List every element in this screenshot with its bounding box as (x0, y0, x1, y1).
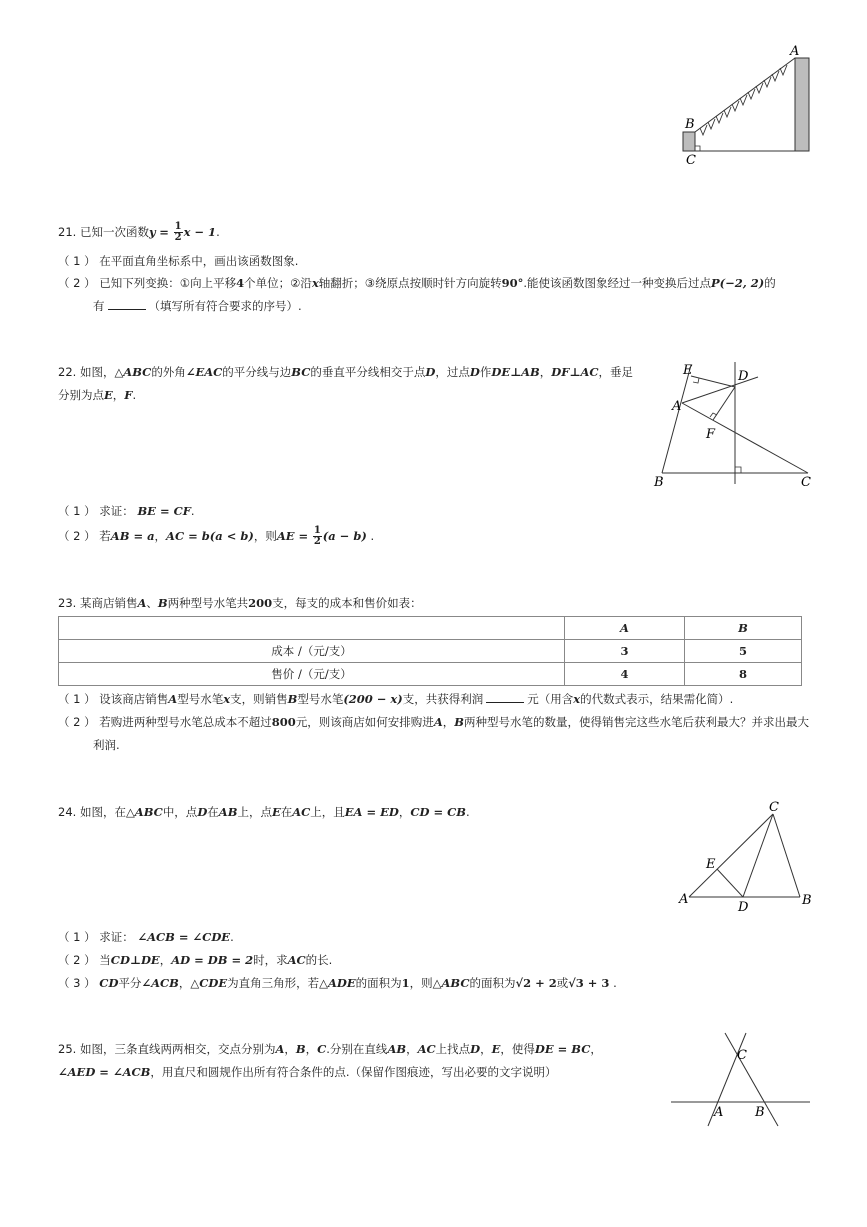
q21-fn-y: y (148, 225, 156, 239)
q23-part1-b: 型号水笔 (177, 692, 224, 706)
q24-line-cb (773, 814, 800, 897)
q22-part2-a: 若 (99, 529, 111, 543)
q24-part3-g: . (613, 976, 617, 990)
q23-part2-c: ， (442, 715, 455, 729)
q23-stem (58, 594, 422, 612)
q23-part1-x2: x (573, 692, 581, 706)
q23-text-c: 两种型号水笔共 (167, 596, 249, 610)
q22-part1-a: 求证： (99, 504, 134, 518)
q21-answer-blank[interactable] (108, 298, 146, 310)
q25-d: D (470, 1042, 481, 1056)
q25-a: A (275, 1042, 285, 1056)
table-row (59, 640, 802, 663)
q21-stem (58, 222, 220, 243)
label-c: C (686, 153, 696, 168)
q21-frac-num: 1 (174, 221, 182, 232)
table-cell: 4 (565, 663, 685, 686)
q23-part2-A: A (433, 715, 443, 729)
q22-df: DF⊥AC (551, 365, 599, 379)
q23-part2-a: 若购进两种型号水笔总成本不超过 (99, 715, 272, 729)
q23-part1-f: 元（用含 (527, 692, 574, 706)
q22-label-b: B (654, 475, 664, 490)
q22-label-e: E (683, 363, 693, 378)
label-a: A (790, 44, 800, 59)
q25-text-g: ， (480, 1042, 492, 1056)
q22-text-d: 的垂直平分线相交于点 (310, 365, 426, 379)
q24-part3-ans1: √2 + 2 (515, 976, 557, 990)
q24-text-e: 在 (280, 805, 293, 819)
q25-text-i: ， (590, 1042, 602, 1056)
q22-part2-ab: AB = a (110, 529, 155, 543)
q22-part2-ac: AC = b(a < b) (166, 529, 254, 543)
q22-label-d: D (738, 369, 749, 384)
q24-part1 (58, 928, 234, 946)
q21-stem-text: 已知一次函数 (79, 225, 149, 239)
q24-part3-ans2: √3 + 3 (568, 976, 610, 990)
q22-stem-line2 (58, 386, 136, 404)
q22-text-a: 如图， (79, 365, 115, 379)
q22-text-f: 作 (479, 365, 492, 379)
q24-figure (675, 797, 815, 917)
q23-part1-B: B (287, 692, 298, 706)
q22-right-angle-e (693, 378, 699, 383)
q23-part1-A: A (168, 692, 178, 706)
q23-part1-g: 的代数式表示，结果需化简）. (580, 692, 734, 706)
q25-text-c: ， (305, 1042, 318, 1056)
q22-figure (650, 360, 815, 490)
table-cell: 5 (685, 640, 802, 663)
q22-frac-den: 2 (313, 536, 321, 547)
q24-part3-tag: （ 3 ） (58, 976, 96, 990)
q22-number: 22. (58, 365, 77, 379)
q22-part2-c: ，则 (253, 529, 277, 543)
q24-part3-cd: CD (99, 976, 119, 990)
q21-part1 (58, 252, 298, 270)
q24-part2-a: 当 (99, 953, 111, 967)
q25-text-e: ， (406, 1042, 418, 1056)
q22-f: F (124, 388, 133, 402)
q24-part1-eq: ∠ACB = ∠CDE (137, 930, 231, 944)
q23-200: 200 (248, 596, 273, 610)
q22-part2-ae: AE = (276, 529, 309, 543)
q24-eq1: EA = ED (344, 805, 399, 819)
q21-part2-line2-b: （填写所有符合要求的序号）. (148, 299, 302, 313)
q22-text-b: 的外角 (151, 365, 186, 379)
label-b: B (685, 117, 695, 132)
q23-part2-tag: （ 2 ） (58, 715, 96, 729)
q22-text-h: ，垂足 (598, 365, 634, 379)
q21-part2 (58, 274, 776, 292)
q21-part2-text-a: 已知下列变换：①向上平移 (99, 276, 237, 290)
q25-eq1: DE = BC (534, 1042, 591, 1056)
flag-triangles (700, 65, 787, 135)
q23-part2 (58, 713, 809, 731)
q23-part1 (58, 690, 733, 708)
q22-label-c: C (801, 475, 811, 490)
q22-part2-tag: （ 2 ） (58, 529, 96, 543)
q24-label-d: D (738, 900, 749, 915)
q24-part3-angle: ∠ACB (141, 976, 179, 990)
q22-line-ba-extended (662, 365, 691, 473)
q22-part2-rest: (a − b) (322, 529, 367, 543)
q24-part2-c: 时，求 (253, 953, 288, 967)
q23-text-b: 、 (146, 596, 158, 610)
q24-part3-one: 1 (401, 976, 410, 990)
table-header-row (59, 617, 802, 640)
q24-d: D (197, 805, 208, 819)
q21-part1-text: 在平面直角坐标系中，画出该函数图象. (99, 254, 299, 268)
q24-text-g: ， (398, 805, 411, 819)
q25-angle-eq: ∠AED = ∠ACB (58, 1065, 151, 1079)
q21-number: 21. (58, 225, 77, 239)
q24-eq2: CD = CB (410, 805, 467, 819)
q24-e: E (271, 805, 281, 819)
ramp-figure (670, 40, 820, 170)
q24-number: 24. (58, 805, 77, 819)
q22-line2-c: . (132, 388, 137, 402)
q23-part1-x: x (223, 692, 231, 706)
q24-tri: △ABC (125, 805, 163, 819)
q21-fn-eq: = (159, 225, 169, 239)
q24-line-cd (743, 814, 773, 897)
q21-part2-point: P(−2, 2) (711, 276, 765, 290)
q24-part3-b: ， (178, 976, 191, 990)
q24-ab: AB (218, 805, 238, 819)
q21-part2-text-c: 轴翻折；③绕原点按顺时针方向旋转 (318, 276, 502, 290)
table-cell: 3 (565, 640, 685, 663)
q21-part2-text-e: 的 (764, 276, 776, 290)
q22-text-g: ， (539, 365, 552, 379)
q23-part1-tag: （ 1 ） (58, 692, 96, 706)
q25-stem (58, 1040, 602, 1058)
table-cell: 成本 /（元/支） (59, 640, 565, 663)
q24-part2-ad: AD = DB = 2 (171, 953, 254, 967)
q22-d: D (425, 365, 436, 379)
q23-part2-b: 元，则该商店如何安排购进 (295, 715, 434, 729)
q24-part2-tag: （ 2 ） (58, 953, 96, 967)
q23-part1-a: 设该商店销售 (99, 692, 169, 706)
q24-part3-or: 或 (556, 976, 569, 990)
post-a (795, 58, 809, 151)
q25-ab: AB (387, 1042, 407, 1056)
q22-part1-b: . (190, 504, 195, 518)
q25-line-bc (725, 1033, 778, 1126)
q22-right-angle-bc (735, 467, 741, 473)
q22-part1 (58, 502, 195, 520)
q22-d2: D (469, 365, 480, 379)
q23-part2-B: B (454, 715, 464, 729)
q22-stem (58, 363, 633, 381)
q24-label-b: B (802, 893, 812, 908)
q21-frac-den: 2 (174, 232, 182, 243)
q24-part2-cd: CD⊥DE (110, 953, 160, 967)
q24-part3-f: 的面积为 (469, 976, 516, 990)
q22-line2-b: ， (112, 388, 125, 402)
q22-part2-d: . (370, 529, 375, 543)
q25-e: E (491, 1042, 501, 1056)
q24-part1-a: 求证： (99, 930, 134, 944)
table-header-cell (59, 617, 565, 640)
q24-part3-c: 为直角三角形，若 (227, 976, 320, 990)
q24-part2-ac: AC (287, 953, 306, 967)
q22-part2-b: ， (154, 529, 167, 543)
q24-part3-a: 平分 (118, 976, 142, 990)
q24-label-a: A (679, 892, 689, 907)
q24-part3 (58, 974, 617, 992)
q24-part3-ade: △ADE (319, 976, 356, 990)
table-header-cell: B (685, 617, 802, 640)
table-cell: 8 (685, 663, 802, 686)
q21-part2-line2 (93, 297, 302, 315)
q21-stem-end: . (216, 225, 220, 239)
q22-frac-num: 1 (313, 525, 321, 536)
q24-text-c: 在 (207, 805, 219, 819)
q23-part1-e: 支，共获得利润 (402, 692, 484, 706)
q22-part1-eq: BE = CF (137, 504, 191, 518)
q22-part2 (58, 526, 374, 547)
table-cell: 售价 /（元/支） (59, 663, 565, 686)
q25-text-h: ，使得 (500, 1042, 535, 1056)
q22-e: E (104, 388, 113, 402)
q22-line-ac (682, 403, 808, 473)
table-header-cell: A (565, 617, 685, 640)
q23-number: 23. (58, 596, 77, 610)
q21-part2-x: x (311, 276, 319, 290)
q24-text-d: 上，点 (237, 805, 272, 819)
q21-part2-line2-a: 有 (93, 299, 105, 313)
q25-text-a: 如图，三条直线两两相交，交点分别为 (79, 1042, 276, 1056)
q24-part2 (58, 951, 332, 969)
q23-a: A (137, 596, 147, 610)
q21-fraction (174, 222, 183, 243)
q22-label-f: F (706, 427, 716, 442)
q21-part2-tag: （ 2 ） (58, 276, 96, 290)
q23-text-a: 某商店销售 (79, 596, 138, 610)
q25-figure (668, 1030, 816, 1130)
q22-fraction (313, 526, 322, 547)
q24-part1-b: . (230, 930, 234, 944)
q22-bc: BC (291, 365, 311, 379)
q25-text-b: ， (284, 1042, 296, 1056)
q25-c: C (317, 1042, 327, 1056)
q24-part2-b: ， (159, 953, 172, 967)
q25-label-c: C (737, 1048, 747, 1063)
q25-text-f: 上找点 (435, 1042, 471, 1056)
q21-part1-tag: （ 1 ） (58, 254, 96, 268)
q24-text-a: 如图，在 (79, 805, 126, 819)
q23-b: B (157, 596, 168, 610)
q21-part2-text-b: 个单位；②沿 (244, 276, 312, 290)
q23-part2-d: 两种型号水笔的数量，使得销售完这些水笔后获利最大？并求出最大 (463, 715, 809, 729)
table-row (59, 663, 802, 686)
q25-text-d: .分别在直线 (326, 1042, 388, 1056)
post-b (683, 132, 695, 151)
q24-text-b: 中，点 (162, 805, 198, 819)
q23-part2-800: 800 (271, 715, 296, 729)
q23-text-d: 支，每支的成本和售价如表： (272, 596, 422, 610)
q25-stem-line2 (58, 1063, 557, 1081)
q22-angle: ∠EAC (185, 365, 223, 379)
q22-label-a: A (672, 399, 682, 414)
q24-part2-d: 的长. (305, 953, 333, 967)
q24-line-ed (717, 869, 743, 897)
q23-part1-d: 型号水笔 (297, 692, 344, 706)
q22-line-de (691, 376, 735, 387)
q24-part3-cde: △CDE (190, 976, 228, 990)
q24-part3-d: 的面积为 (355, 976, 402, 990)
q25-label-b: B (755, 1105, 765, 1120)
q23-part1-c: 支，则销售 (230, 692, 288, 706)
q22-part1-tag: （ 1 ） (58, 504, 96, 518)
q22-de: DE⊥AB (491, 365, 540, 379)
q25-ac: AC (417, 1042, 436, 1056)
q21-part2-deg: 90° (501, 276, 524, 290)
q23-part2-line2 (93, 736, 120, 754)
q24-ac: AC (292, 805, 311, 819)
q21-part2-num4: 4 (236, 276, 245, 290)
q24-part3-e: ，则 (409, 976, 433, 990)
q25-label-a: A (714, 1105, 724, 1120)
q24-part1-tag: （ 1 ） (58, 930, 96, 944)
right-angle-mark (695, 146, 700, 151)
q24-label-e: E (706, 857, 716, 872)
q22-text-c: 的平分线与边 (222, 365, 292, 379)
q23-part1-expr: (200 − x) (343, 692, 403, 706)
q23-price-table (58, 616, 802, 686)
q22-tri: △ABC (114, 365, 152, 379)
q23-part2-line2-text: 利润. (93, 738, 120, 752)
q21-fn-rest: x − 1 (183, 225, 217, 239)
q23-answer-blank[interactable] (486, 691, 524, 703)
q25-b: B (295, 1042, 306, 1056)
q22-line2-a: 分别为点 (58, 388, 104, 402)
q24-label-c: C (769, 800, 779, 815)
q24-stem (58, 803, 470, 821)
q25-number: 25. (58, 1042, 77, 1056)
q24-text-h: . (466, 805, 470, 819)
q21-part2-text-d: .能使该函数图象经过一种变换后过点 (523, 276, 712, 290)
q24-part3-abc: △ABC (432, 976, 470, 990)
q22-text-e: ，过点 (435, 365, 470, 379)
q25-line2-text: ，用直尺和圆规作出所有符合条件的点.（保留作图痕迹，写出必要的文字说明） (150, 1065, 557, 1079)
q24-text-f: 上，且 (310, 805, 345, 819)
